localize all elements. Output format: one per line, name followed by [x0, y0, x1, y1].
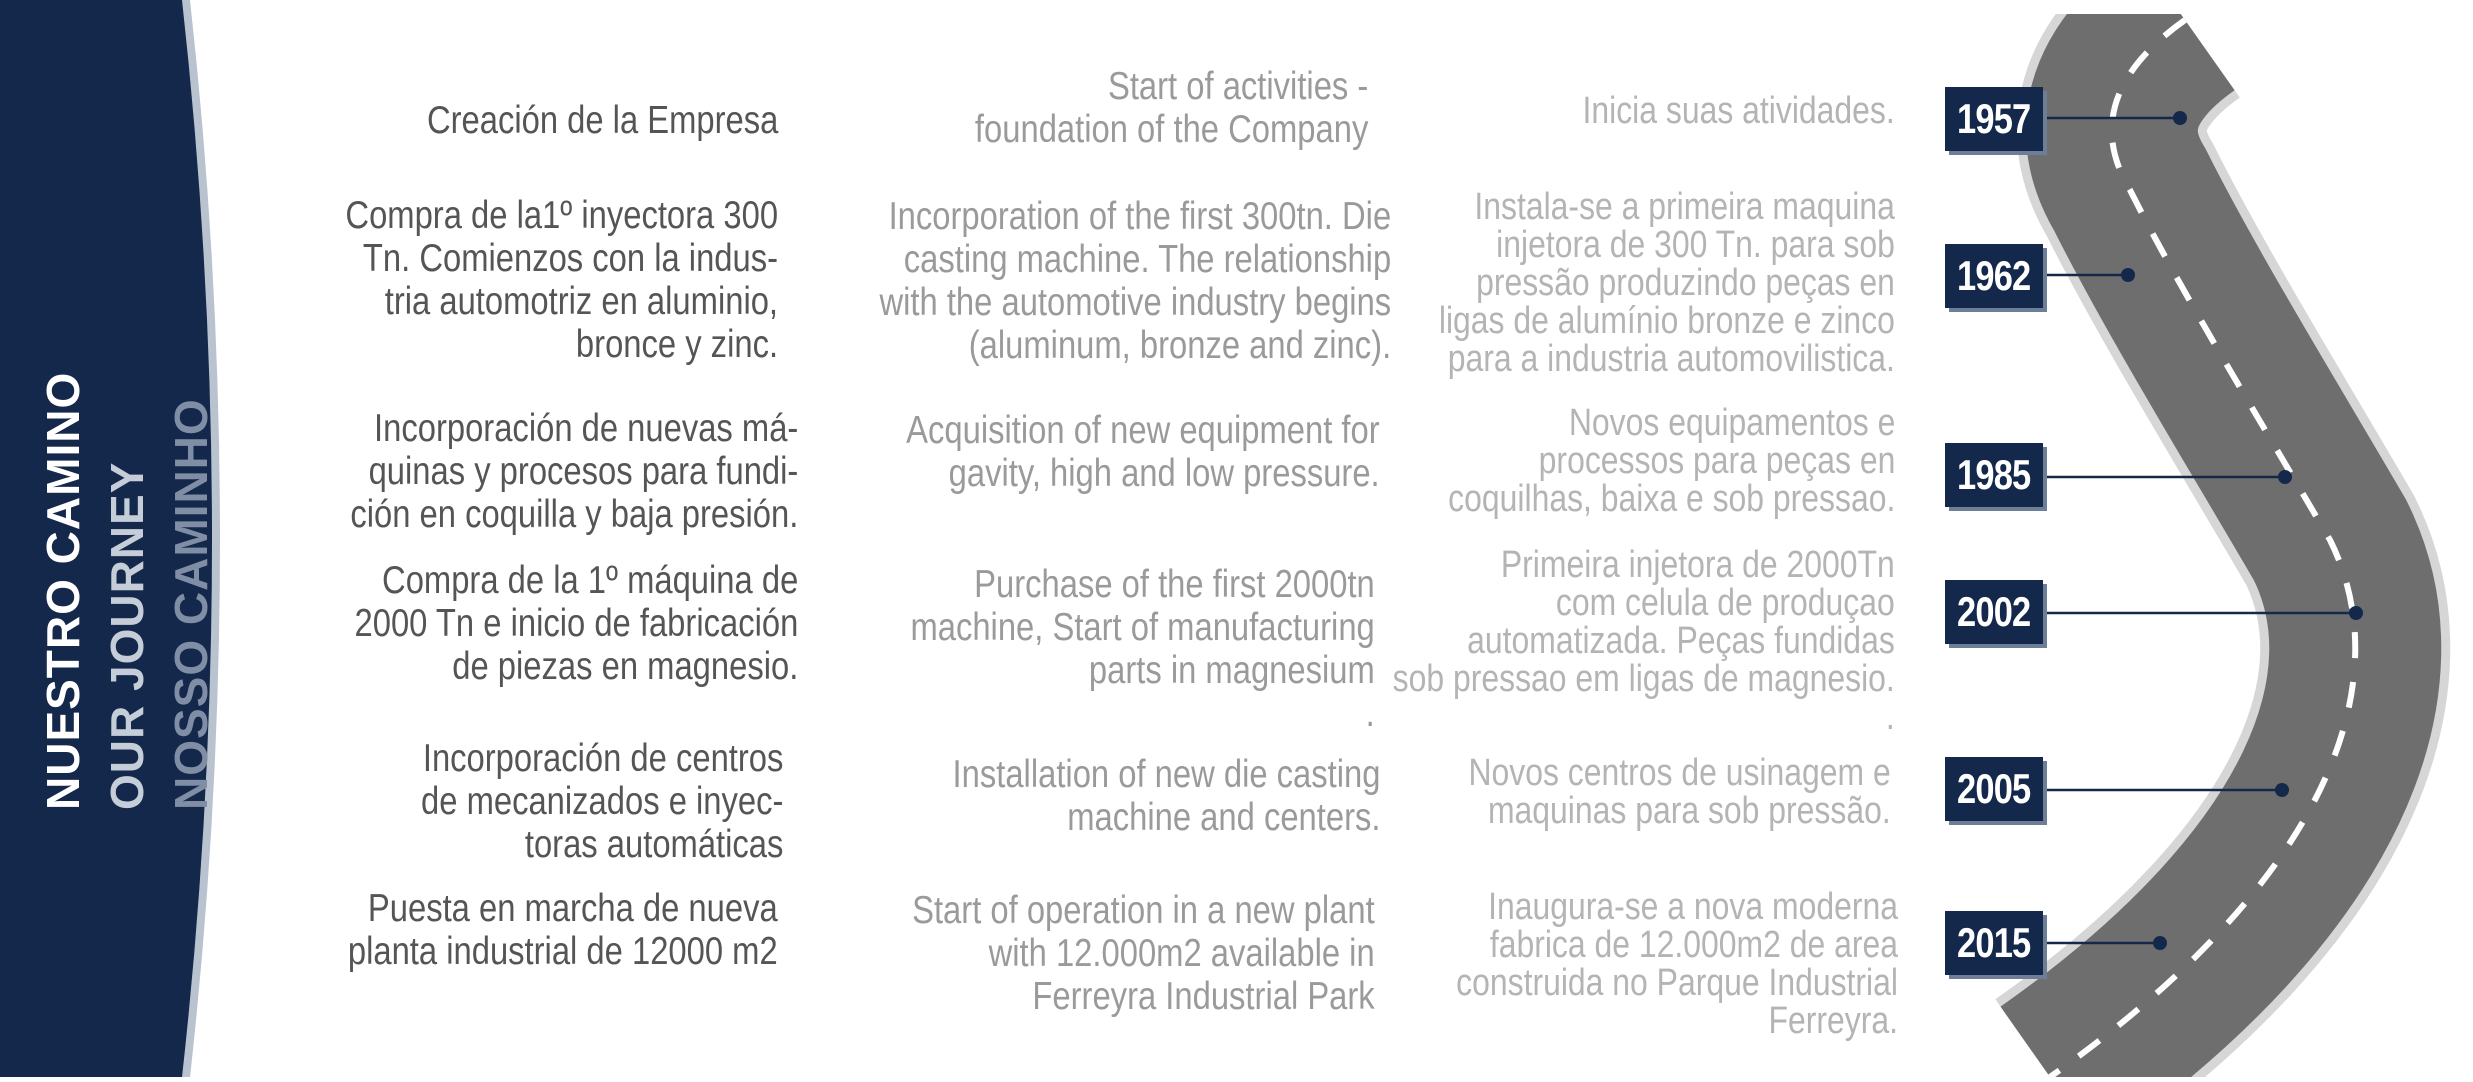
- title-es: NUESTRO CAMINO: [37, 371, 89, 810]
- milestone-es: Incorporación de nuevas má- quinas y procesos para fundi- ción en coquilla y baja presión.: [349, 407, 798, 536]
- year-badge: 2005: [1945, 757, 2043, 821]
- milestone-pt: Novos equipamentos e processos para peças en coquilhas, baixa e sob pressao.: [1447, 402, 1895, 520]
- milestone-pt: Inicia suas atividades.: [1582, 90, 1895, 132]
- milestone-pt: Novos centros de usinagem e maquinas para sob pressão.: [1468, 752, 1891, 832]
- milestone-dot: [2349, 606, 2363, 620]
- title-pt: NOSSO CAMINHO: [165, 398, 217, 810]
- year-badge: 1985: [1945, 443, 2043, 507]
- milestone-dot: [2275, 783, 2289, 797]
- year-badge: 2002: [1945, 580, 2043, 644]
- milestone-dot: [2278, 470, 2292, 484]
- milestone-dot: [2153, 936, 2167, 950]
- title-en: OUR JOURNEY: [101, 461, 153, 810]
- year-badge: 1962: [1945, 244, 2043, 308]
- milestone-en: Start of activities - foundation of the Company: [974, 65, 1368, 151]
- milestone-en: Incorporation of the first 300tn. Die casting machine. The relationship with the automotive industry begins (aluminum, bronze and zinc).: [879, 195, 1391, 367]
- year-badge: 1957: [1945, 87, 2043, 151]
- milestone-dot: [2121, 268, 2135, 282]
- milestone-es: Compra de la 1º máquina de 2000 Tn e inicio de fabricación de piezas en magnesio.: [354, 559, 798, 688]
- milestone-en: Acquisition of new equipment for gavity, high and low pressure.: [906, 409, 1380, 495]
- milestone-pt: Instala-se a primeira maquina injetora de 300 Tn. para sob pressão produzindo peças en ligas de alumínio bronze e zinco para a industria automovilistica.: [1438, 186, 1895, 380]
- year-badge: 2015: [1945, 911, 2043, 975]
- milestone-es: Creación de la Empresa: [426, 99, 778, 142]
- milestone-pt: Primeira injetora de 2000Tn com celula de produçao automatizada. Peças fundidas sob pressao em ligas de magnesio. .: [1392, 544, 1895, 738]
- milestone-en: Start of operation in a new plant with 12.000m2 available in Ferreyra Industrial Park: [912, 889, 1375, 1018]
- milestone-dot: [2173, 111, 2187, 125]
- milestone-es: Compra de la1º inyectora 300 Tn. Comienzos con la indus- tria automotriz en aluminio, bronce y zinc.: [345, 194, 778, 366]
- milestone-en: Installation of new die casting machine and centers.: [952, 753, 1380, 839]
- milestone-es: Incorporación de centros de mecanizados e inyec- toras automáticas: [420, 737, 783, 866]
- milestone-es: Puesta en marcha de nueva planta industrial de 12000 m2: [348, 887, 778, 973]
- milestone-en: Purchase of the first 2000tn machine, Start of manufacturing parts in magnesium .: [910, 563, 1375, 735]
- milestone-pt: Inaugura-se a nova moderna fabrica de 12.000m2 de area construida no Parque Industrial Ferreyra.: [1456, 886, 1898, 1042]
